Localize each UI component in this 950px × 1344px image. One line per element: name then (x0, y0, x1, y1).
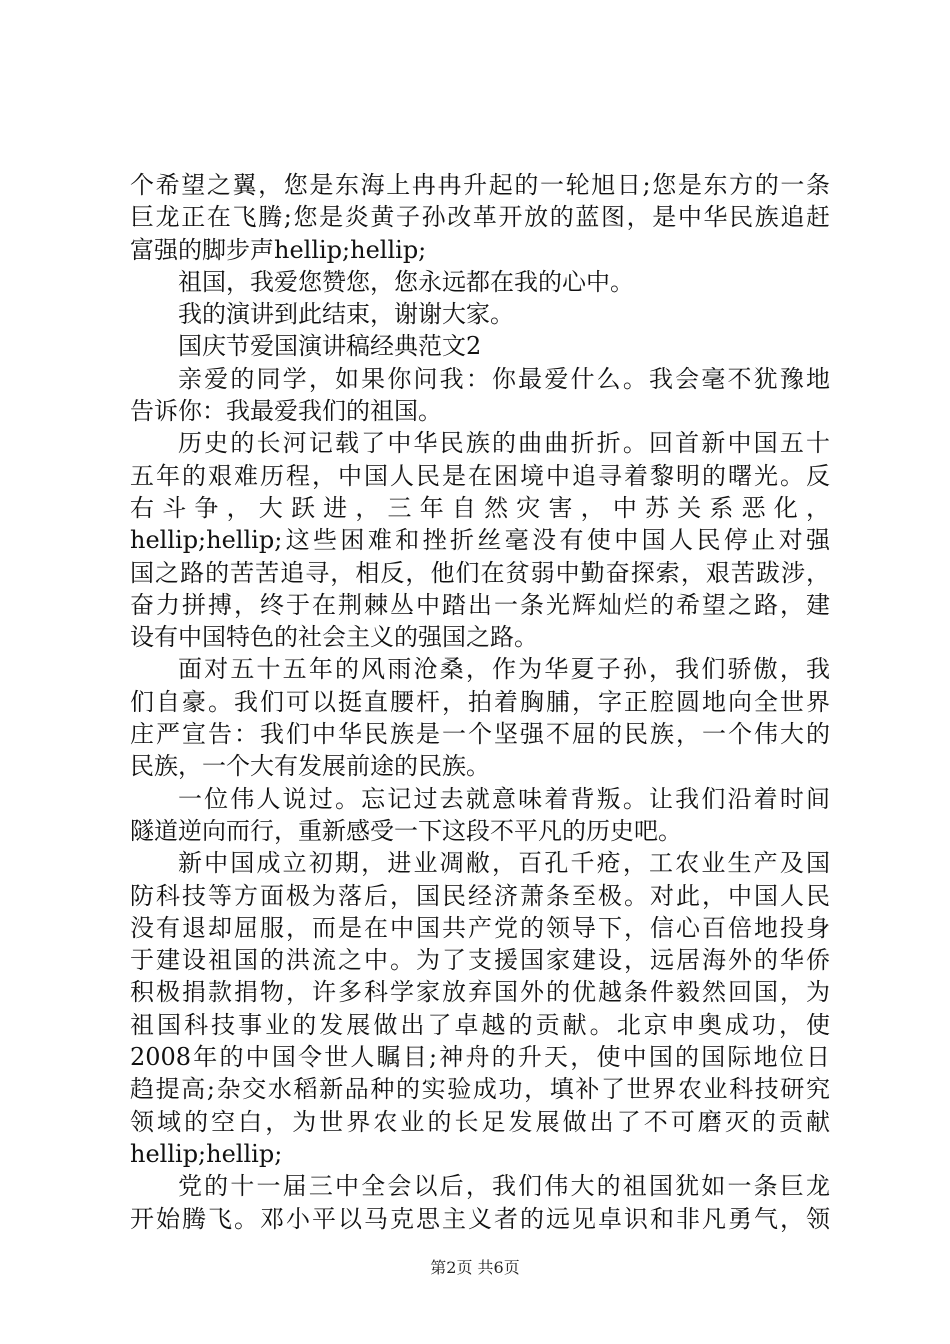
text-line: 庄严宣告：我们中华民族是一个坚强不屈的民族，一个伟大的 (130, 720, 830, 749)
text-line: 国之路的苦苦追寻，相反，他们在贫弱中勤奋探索，艰苦跋涉， (130, 558, 830, 587)
text-line: 2008年的中国令世人瞩目;神舟的升天，使中国的国际地位日 (130, 1043, 830, 1072)
text-line: 个希望之翼，您是东海上冉冉升起的一轮旭日;您是东方的一条 (130, 171, 830, 199)
page-number-label: 第2页 共6页 (430, 1258, 520, 1277)
text-line: 新中国成立初期，进业凋敝，百孔千疮，工农业生产及国 (178, 849, 830, 878)
text-line: 我的演讲到此结束，谢谢大家。 (178, 300, 514, 329)
text-line: 巨龙正在飞腾;您是炎黄子孙改革开放的蓝图，是中华民族追赶 (130, 203, 830, 232)
text-line: 设有中国特色的社会主义的强国之路。 (130, 623, 538, 652)
text-line: 告诉你：我最爱我们的祖国。 (130, 397, 442, 426)
text-line: 右 斗 争 ， 大 跃 进 ， 三 年 自 然 灾 害 ， 中 苏 关 系 恶 化 ， (130, 493, 830, 522)
text-line: 趋提高;杂交水稻新品种的实验成功，填补了世界农业科技研究 (130, 1075, 830, 1104)
text-line: 于建设祖国的洪流之中。为了支援国家建设，远居海外的华侨 (130, 946, 830, 975)
text-line: 们自豪。我们可以挺直腰杆，拍着胸脯，字正腔圆地向全世界 (130, 687, 830, 716)
text-line: 面对五十五年的风雨沧桑，作为华夏子孙，我们骄傲，我 (178, 655, 830, 684)
text-line: 防科技等方面极为落后，国民经济萧条至极。对此，中国人民 (130, 881, 830, 910)
text-line: 积极捐款捐物，许多科学家放弃国外的优越条件毅然回国，为 (130, 978, 830, 1007)
text-line: hellip;hellip;这些困难和挫折丝毫没有使中国人民停止对强 (130, 526, 830, 555)
document-body (130, 169, 830, 1235)
text-line: 隧道逆向而行，重新感受一下这段不平凡的历史吧。 (130, 816, 682, 845)
text-line: 五年的艰难历程，中国人民是在困境中追寻着黎明的曙光。反 (130, 461, 830, 490)
text-line: 祖国科技事业的发展做出了卓越的贡献。北京申奥成功，使 (130, 1010, 830, 1039)
text-line: hellip;hellip; (130, 1139, 283, 1168)
text-line: 领域的空白，为世界农业的长足发展做出了不可磨灭的贡献 (130, 1107, 830, 1136)
page-footer (0, 1258, 950, 1278)
text-line: 一位伟人说过。忘记过去就意味着背叛。让我们沿着时间 (178, 784, 830, 813)
text-line: 祖国，我爱您赞您，您永远都在我的心中。 (178, 267, 634, 296)
text-line: 开始腾飞。邓小平以马克思主义者的远见卓识和非凡勇气，领 (130, 1204, 830, 1233)
text-line: 亲爱的同学，如果你问我：你最爱什么。我会毫不犹豫地 (178, 364, 830, 393)
text-line: 历史的长河记载了中华民族的曲曲折折。回首新中国五十 (178, 429, 830, 458)
text-line: 富强的脚步声hellip;hellip; (130, 235, 427, 264)
text-line: 党的十一届三中全会以后，我们伟大的祖国犹如一条巨龙 (178, 1172, 830, 1201)
text-line: 民族，一个大有发展前途的民族。 (130, 752, 490, 781)
text-line: 没有退却屈服，而是在中国共产党的领导下，信心百倍地投身 (130, 913, 830, 942)
section-title: 国庆节爱国演讲稿经典范文2 (178, 332, 482, 361)
text-line: 奋力拼搏，终于在荆棘丛中踏出一条光辉灿烂的希望之路，建 (130, 590, 830, 619)
